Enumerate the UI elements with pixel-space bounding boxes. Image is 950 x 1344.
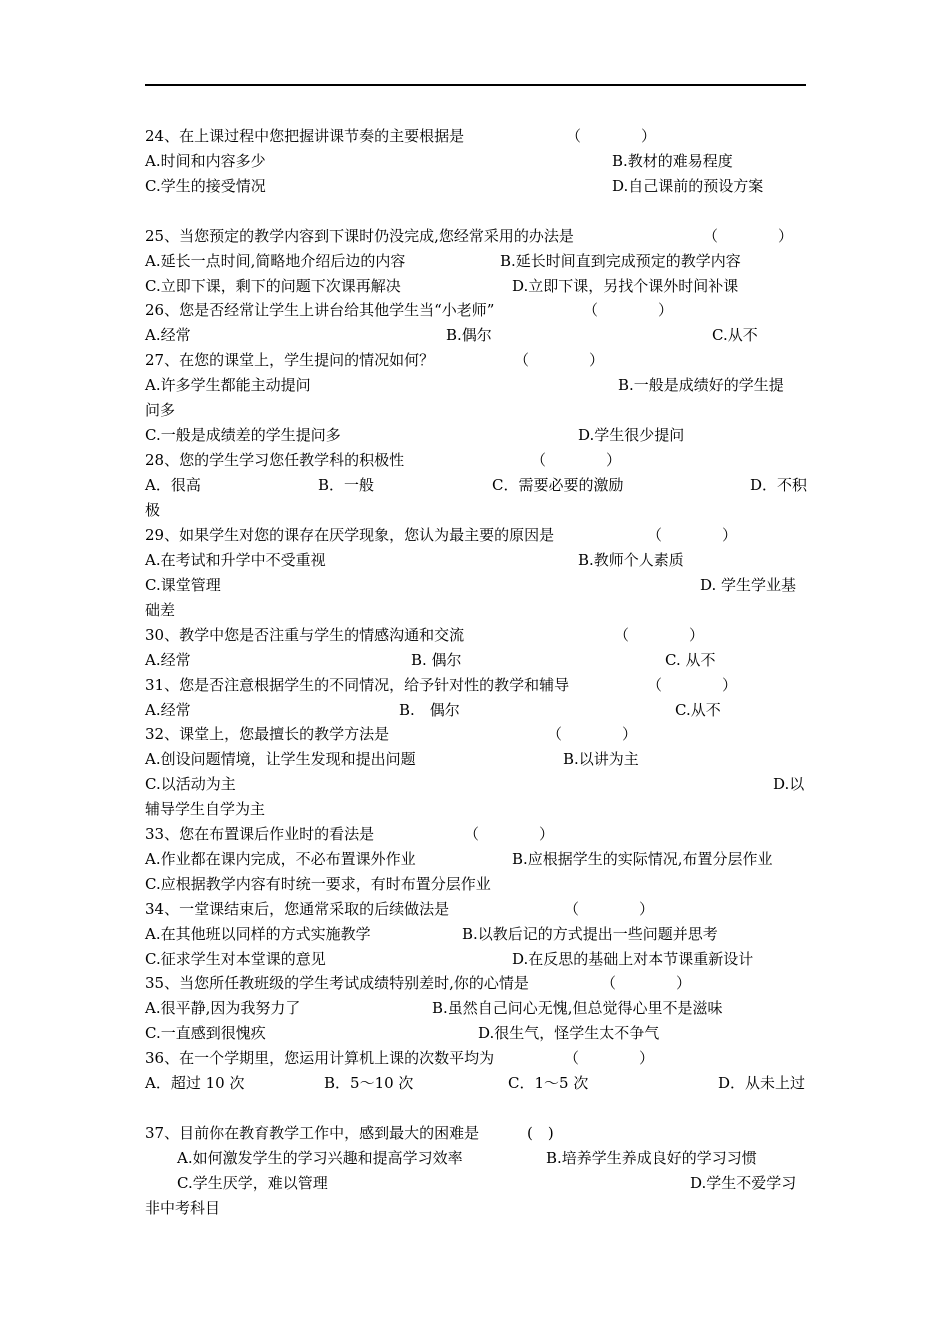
option-d-continued: 非中考科目: [145, 1199, 221, 1217]
option-b: B．一般: [318, 476, 375, 494]
answer-blank: （ ）: [514, 351, 605, 369]
option-b-continued: 问多: [145, 401, 176, 419]
answer-blank: （ ）: [703, 227, 794, 245]
option-d-continued: 极: [145, 501, 161, 519]
option-d: D.学生很少提问: [578, 426, 685, 444]
question-stem: 37、目前你在教育教学工作中，感到最大的困难是: [145, 1124, 480, 1142]
option-a: A.作业都在课内完成，不必布置课外作业: [145, 850, 416, 868]
option-c: C.从不: [712, 326, 758, 344]
option-a: A.在考试和升学中不受重视: [145, 551, 326, 569]
option-b: B.一般是成绩好的学生提: [618, 376, 784, 394]
option-d: D.在反思的基础上对本节课重新设计: [512, 950, 754, 968]
question-stem: 30、教学中您是否注重与学生的情感沟通和交流: [145, 626, 465, 644]
option-a: A.延长一点时间,简略地介绍后边的内容: [145, 252, 406, 270]
option-c: C.立即下课，剩下的问题下次课再解决: [145, 277, 401, 295]
option-d: D.学生不爱学习: [690, 1174, 797, 1192]
option-c: C.征求学生对本堂课的意见: [145, 950, 326, 968]
question-stem: 25、当您预定的教学内容到下课时仍没完成,您经常采用的办法是: [145, 227, 574, 245]
option-a: A.经常: [145, 326, 191, 344]
option-a: A．超过 10 次: [145, 1074, 245, 1092]
option-d: D.以: [773, 775, 805, 793]
question-stem: 24、在上课过程中您把握讲课节奏的主要根据是: [145, 127, 465, 145]
option-c: C. 从不: [665, 651, 716, 669]
answer-blank: ( ): [527, 1124, 554, 1142]
option-b: B．5～10 次: [324, 1074, 414, 1092]
option-d: D.很生气，怪学生太不争气: [478, 1024, 660, 1042]
option-b: B.偶尔: [446, 326, 492, 344]
option-a: A.很平静,因为我努力了: [145, 999, 301, 1017]
option-c: C.以活动为主: [145, 775, 236, 793]
answer-blank: （ ）: [614, 626, 705, 644]
answer-blank: （ ）: [531, 451, 622, 469]
answer-blank: （ ）: [601, 974, 692, 992]
option-b: B.应根据学生的实际情况,布置分层作业: [512, 850, 773, 868]
option-c: C.学生的接受情况: [145, 177, 266, 195]
option-a: A.经常: [145, 701, 191, 719]
option-a: A．很高: [145, 476, 201, 494]
option-d: D.自己课前的预设方案: [612, 177, 764, 195]
option-b: B. 偶尔: [399, 701, 460, 719]
question-stem: 33、您在布置课后作业时的看法是: [145, 825, 375, 843]
option-b: B.培养学生养成良好的学习习惯: [546, 1149, 757, 1167]
question-stem: 26、您是否经常让学生上讲台给其他学生当“小老师”: [145, 301, 495, 319]
answer-blank: （ ）: [464, 825, 555, 843]
answer-blank: （ ）: [566, 127, 657, 145]
question-stem: 34、一堂课结束后，您通常采取的后续做法是: [145, 900, 450, 918]
option-c: C．需要必要的激励: [492, 476, 624, 494]
option-d: D. 学生学业基: [700, 576, 797, 594]
answer-blank: （ ）: [583, 301, 674, 319]
option-d: D.立即下课，另找个课外时间补课: [512, 277, 739, 295]
option-d: D．从未上过: [718, 1074, 806, 1092]
question-stem: 36、在一个学期里，您运用计算机上课的次数平均为: [145, 1049, 495, 1067]
answer-blank: （ ）: [547, 725, 638, 743]
header-rule: [145, 84, 806, 86]
option-b: B.以教后记的方式提出一些问题并思考: [462, 925, 718, 943]
option-c: C．1～5 次: [508, 1074, 589, 1092]
question-stem: 35、当您所任教班级的学生考试成绩特别差时,你的心情是: [145, 974, 529, 992]
option-d-continued: 础差: [145, 601, 176, 619]
question-stem: 28、您的学生学习您任教学科的积极性: [145, 451, 405, 469]
option-c: C.课堂管理: [145, 576, 221, 594]
option-a: A.在其他班以同样的方式实施教学: [145, 925, 371, 943]
answer-blank: （ ）: [647, 676, 738, 694]
option-a: A.如何激发学生的学习兴趣和提高学习效率: [177, 1149, 463, 1167]
option-b: B.教材的难易程度: [612, 152, 733, 170]
option-c: C.从不: [675, 701, 721, 719]
option-c: C.一般是成绩差的学生提问多: [145, 426, 341, 444]
option-c: C.学生厌学，难以管理: [177, 1174, 328, 1192]
question-stem: 29、如果学生对您的课存在厌学现象，您认为最主要的原因是: [145, 526, 555, 544]
question-stem: 31、您是否注意根据学生的不同情况，给予针对性的教学和辅导: [145, 676, 570, 694]
answer-blank: （ ）: [564, 900, 655, 918]
answer-blank: （ ）: [564, 1049, 655, 1067]
option-b: B.以讲为主: [563, 750, 639, 768]
option-a: A.创设问题情境，让学生发现和提出问题: [145, 750, 416, 768]
answer-blank: （ ）: [647, 526, 738, 544]
option-c: C.应根据教学内容有时统一要求，有时布置分层作业: [145, 875, 491, 893]
option-c: C.一直感到很愧疚: [145, 1024, 266, 1042]
option-d-continued: 辅导学生自学为主: [145, 800, 266, 818]
option-b: B.延长时间直到完成预定的教学内容: [500, 252, 741, 270]
option-d: D．不积: [750, 476, 808, 494]
option-a: A.时间和内容多少: [145, 152, 266, 170]
option-a: A.经常: [145, 651, 191, 669]
option-b: B.虽然自己问心无愧,但总觉得心里不是滋味: [432, 999, 723, 1017]
option-a: A.许多学生都能主动提问: [145, 376, 311, 394]
option-b: B. 偶尔: [411, 651, 462, 669]
question-stem: 32、课堂上，您最擅长的教学方法是: [145, 725, 390, 743]
option-b: B.教师个人素质: [578, 551, 684, 569]
question-stem: 27、在您的课堂上，学生提问的情况如何？: [145, 351, 435, 369]
